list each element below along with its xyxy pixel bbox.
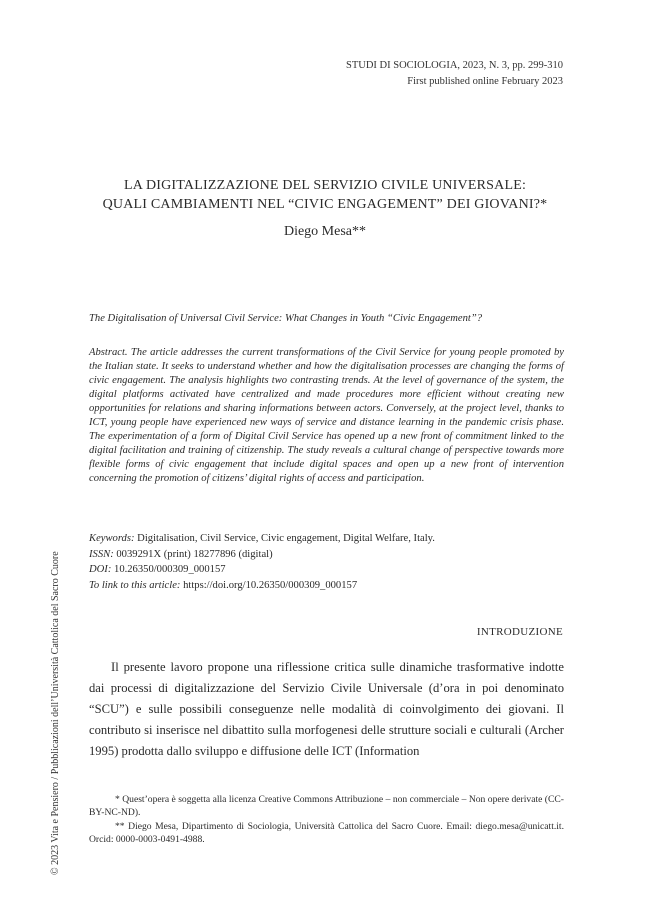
journal-header xyxy=(346,58,563,90)
publication-date: First published online February 2023 xyxy=(407,76,563,87)
article-metadata xyxy=(89,531,564,593)
article-title xyxy=(90,176,560,214)
keywords-label: Keywords: xyxy=(89,533,135,544)
link-label: To link to this article: xyxy=(89,579,181,591)
issn-label: ISSN: xyxy=(89,548,114,560)
author-name: Diego Mesa** xyxy=(283,224,367,239)
keywords-value: Digitalisation, Civil Service, Civic engagement, Digital Welfare, Italy. xyxy=(137,533,435,544)
abstract: Abstract. The article addresses the current transformations of the Civil Service for young people promoted by the Italian state. It seeks to understand whether and how the digitalisation processes are changing the forms of civic engagement. The analysis highlights two contrasting trends. At the level of governance of the system, the digital platforms activated have centralized and made procedures more efficient without creating new opportunities for relations and sharing informations between actors. Conversely, at the project level, thanks to ICT, young people have experienced new ways of service and distance learning in the pandemic crisis phase. The experimentation of a form of Digital Civil Service has opened up a new front of commitment linked to the digital facilitation and training of citizenship. The study reveals a cultural change of perspective towards more flexible forms of civic engagement that include digital spaces and open up a new front of intervention concerning the promotion of citizens’ digital rights of access and participation. xyxy=(89,347,564,484)
journal-citation: STUDI DI SOCIOLOGIA, 2023, N. 3, pp. 299-310 xyxy=(346,60,563,71)
doi-label: DOI: xyxy=(89,564,112,575)
issn-line xyxy=(89,547,564,563)
footnote-license: * Quest’opera è soggetta alla licenza Creative Commons Attribuzione – non commerciale – Non opere derivate (CC-BY-NC-ND). xyxy=(89,794,564,819)
english-title: The Digitalisation of Universal Civil Service: What Changes in Youth “Civic Engagement”? xyxy=(89,313,483,324)
doi-line xyxy=(89,562,564,578)
article-link[interactable]: https://doi.org/10.26350/000309_000157 xyxy=(183,579,358,591)
keywords-line xyxy=(89,531,564,547)
footnote-author: ** Diego Mesa, Dipartimento di Sociologia, Università Cattolica del Sacro Cuore. Email: diego.mesa@unicatt.it. Orcid: 0000-0003-0491-4988. xyxy=(89,820,564,846)
body-paragraph: Il presente lavoro propone una riflessione critica sulle dinamiche trasformative indotte dai processi di digitalizzazione del Servizio Civile Universale (d’ora in poi denominato “SCU”) e sulle possibili conseguenze nelle modalità di coinvolgimento dei giovani. Il contributo si inserisce nel dibattito sulla morfogenesi delle strutture sociali e culturali (Archer 1995) prodotta dallo sviluppo e diffusione delle ICT (Information xyxy=(89,660,564,758)
copyright-sidebar: © 2023 Vita e Pensiero / Pubblicazioni dell’Università Cattolica del Sacro Cuore xyxy=(50,551,61,875)
article-title-line-1: LA DIGITALIZZAZIONE DEL SERVIZIO CIVILE UNIVERSALE: xyxy=(123,178,527,193)
doi-value: 10.26350/000309_000157 xyxy=(114,564,226,575)
footnotes xyxy=(89,793,564,847)
issn-value: 0039291X (print) 18277896 (digital) xyxy=(116,548,273,560)
link-line xyxy=(89,578,564,594)
article-title-line-2: QUALI CAMBIAMENTI NEL “CIVIC ENGAGEMENT” DEI GIOVANI?* xyxy=(102,197,548,212)
section-heading: INTRODUZIONE xyxy=(476,626,563,638)
